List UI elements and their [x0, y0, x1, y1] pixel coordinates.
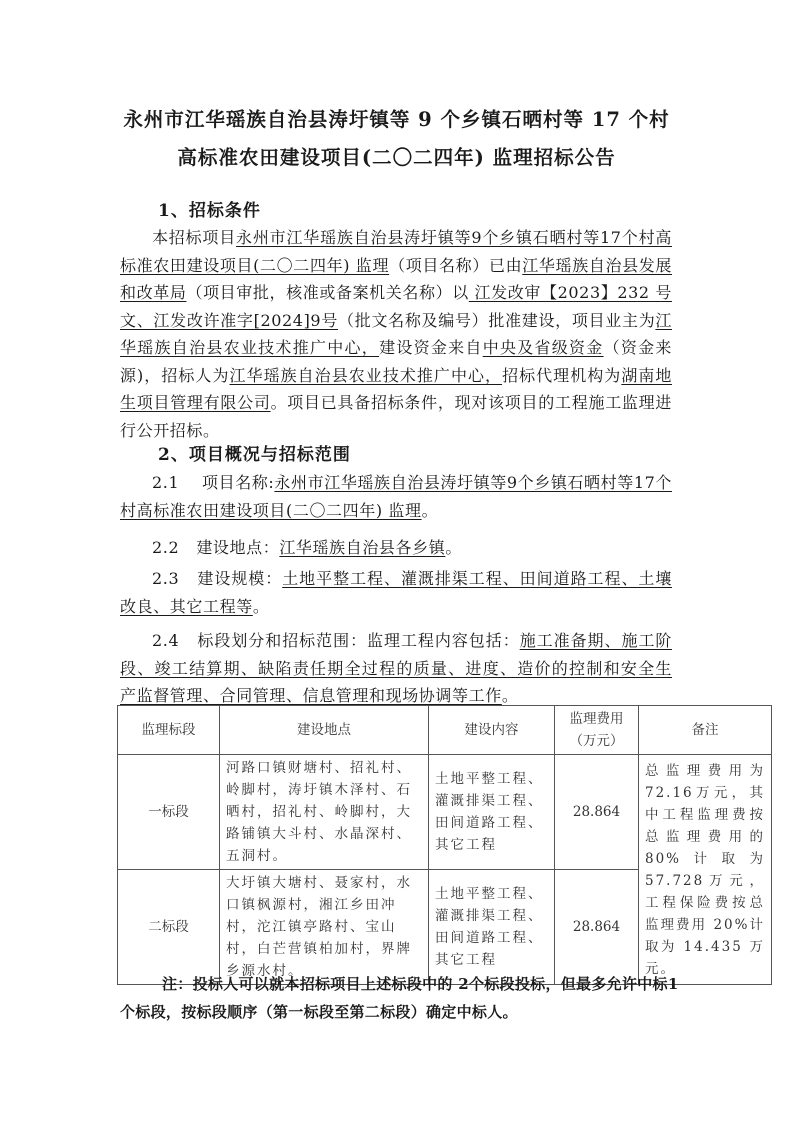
- paragraph-text: 建设资金来自: [379, 338, 483, 357]
- paragraph-text: 。项目已具备招标条件，现对该项目的工程施工监理进行公开招标。: [120, 393, 672, 440]
- item-suffix: 。: [445, 538, 462, 557]
- item-label: 标段划分和招标范围：监理工程内容包括：: [197, 631, 520, 650]
- cell-fee: 28.864: [555, 870, 639, 985]
- item-label: 项目名称:: [202, 473, 275, 492]
- cell-content: 土地平整工程、灌溉排渠工程、田间道路工程、其它工程: [429, 870, 555, 985]
- cell-content: 土地平整工程、灌溉排渠工程、田间道路工程、其它工程: [429, 755, 555, 870]
- section-1-paragraph: [120, 224, 672, 444]
- cell-location: 大圩镇大塘村、聂家村，水口镇枫源村，湘江乡田冲村，沱江镇亭路村、宝山村，白芒营镇柏加村，界牌乡源水村。: [220, 870, 429, 985]
- table-header-row: [118, 706, 772, 755]
- item-number: 2.3: [152, 569, 180, 588]
- underlined-field: 中央及省级资金: [482, 338, 604, 357]
- bid-sections-table: [117, 705, 772, 985]
- underlined-field: 江发改审【2023】232 号文、江发改许准字[2024]9号: [120, 283, 672, 330]
- item-number: 2.1: [152, 473, 180, 492]
- footnote: 注：投标人可以就本招标项目上述标段中的 2个标段投标，但最多允许中标1个标段，按标段顺序（第一标段至第二标段）确定中标人。: [120, 975, 679, 1021]
- underlined-field: 永州市江华瑶族自治县涛圩镇等9个乡镇石晒村等17个村高标准农田建设项目(二〇二四年) 监理: [120, 228, 672, 275]
- item-number: 2.2: [152, 538, 180, 557]
- title-line-1: 永州市江华瑶族自治县涛圩镇等 9 个乡镇石晒村等 17 个村: [123, 108, 670, 131]
- item-label: 建设规模：: [197, 569, 283, 588]
- header-location: 建设地点: [220, 706, 429, 755]
- item-2-1: [120, 469, 672, 524]
- cell-remark: 总监理费用为72.16万元，其中工程监理费按总监理费用的 80%计取为57.728万元，工程保险费按总监理费用 20%计取为 14.435 万元。: [639, 755, 772, 985]
- item-label: 建设地点：: [196, 538, 280, 557]
- header-content: 建设内容: [429, 706, 555, 755]
- header-remark: 备注: [639, 706, 772, 755]
- section-1-heading: 1、招标条件: [158, 201, 261, 221]
- underlined-field: 湖南地生项目管理有限公司: [120, 365, 672, 412]
- item-number: 2.4: [152, 631, 180, 650]
- item-suffix: 。: [421, 500, 439, 520]
- cell-section: 二标段: [118, 870, 220, 985]
- header-fee: 监理费用（万元）: [555, 706, 639, 755]
- paragraph-text: 招标代理机构为: [502, 365, 622, 385]
- paragraph-text: （资金来源)，招标人为: [120, 338, 672, 385]
- section-2-heading: 2、项目概况与招标范围: [158, 445, 351, 465]
- paragraph-text: （项目审批，核准或备案机关名称）以: [186, 283, 469, 302]
- item-2-3: [120, 565, 672, 620]
- item-value: 永州市江华瑶族自治县涛圩镇等9个乡镇石晒村等17个村高标准农田建设项目(二〇二四年) 监理: [120, 473, 672, 520]
- paragraph-text: 本招标项目: [152, 228, 237, 247]
- underlined-field: 江华瑶族自治县农业技术推广中心，: [120, 310, 673, 357]
- title-line-2: 高标准农田建设项目(二〇二四年) 监理招标公告: [177, 146, 616, 169]
- item-2-2: [120, 534, 672, 562]
- header-section: 监理标段: [118, 706, 220, 755]
- underlined-field: 江华瑶族自治县农业技术推广中心，: [229, 365, 503, 385]
- item-2-4: [120, 627, 672, 710]
- item-suffix: 。: [501, 686, 519, 705]
- item-value: 土地平整工程、灌溉排渠工程、田间道路工程、土壤改良、其它工程等: [120, 569, 672, 616]
- cell-location: 河路口镇财塘村、招礼村、岭脚村，涛圩镇木泽村、石晒村，招礼村、岭脚村，大路铺镇大斗村、水晶深村、五洞村。: [220, 755, 429, 870]
- underlined-field: 江华瑶族自治县发展和改革局: [120, 255, 673, 302]
- item-value: 施工准备期、施工阶段、竣工结算期、缺陷责任期全过程的质量、进度、造价的控制和安全生 产监督管理、合同管理、信息管理和现场协调等工作: [120, 631, 673, 705]
- table-row: [118, 755, 772, 870]
- cell-section: 一标段: [118, 755, 220, 870]
- paragraph-text: （批文名称及编号）批准建设，项目业主为: [338, 310, 656, 330]
- cell-fee: 28.864: [555, 755, 639, 870]
- paragraph-text: （项目名称）已由: [389, 255, 523, 275]
- item-suffix: 。: [252, 596, 270, 616]
- item-value: 江华瑶族自治县各乡镇: [279, 538, 446, 557]
